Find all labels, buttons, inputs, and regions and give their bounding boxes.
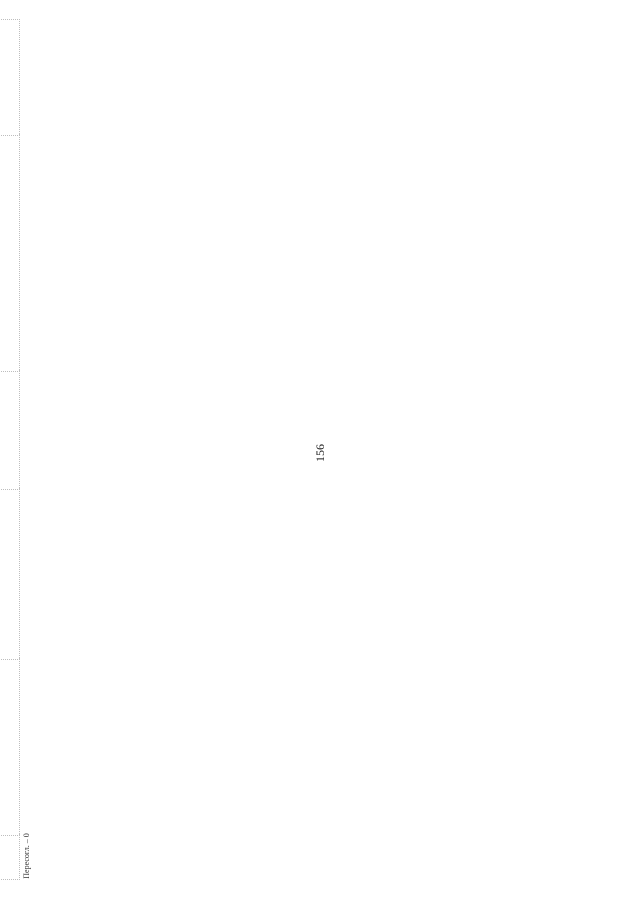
cell-direction	[0, 372, 20, 490]
cell-name	[0, 660, 20, 836]
page-number: 156	[313, 444, 327, 462]
cell-organizer	[0, 490, 20, 660]
cell-level	[0, 20, 20, 136]
events-table	[0, 19, 20, 880]
cell-num	[0, 836, 20, 880]
footer-code: Пересогл. – 0	[22, 833, 31, 879]
cell-profile	[0, 136, 20, 372]
table-row-554	[0, 20, 20, 880]
rotated-table-container	[0, 20, 20, 880]
